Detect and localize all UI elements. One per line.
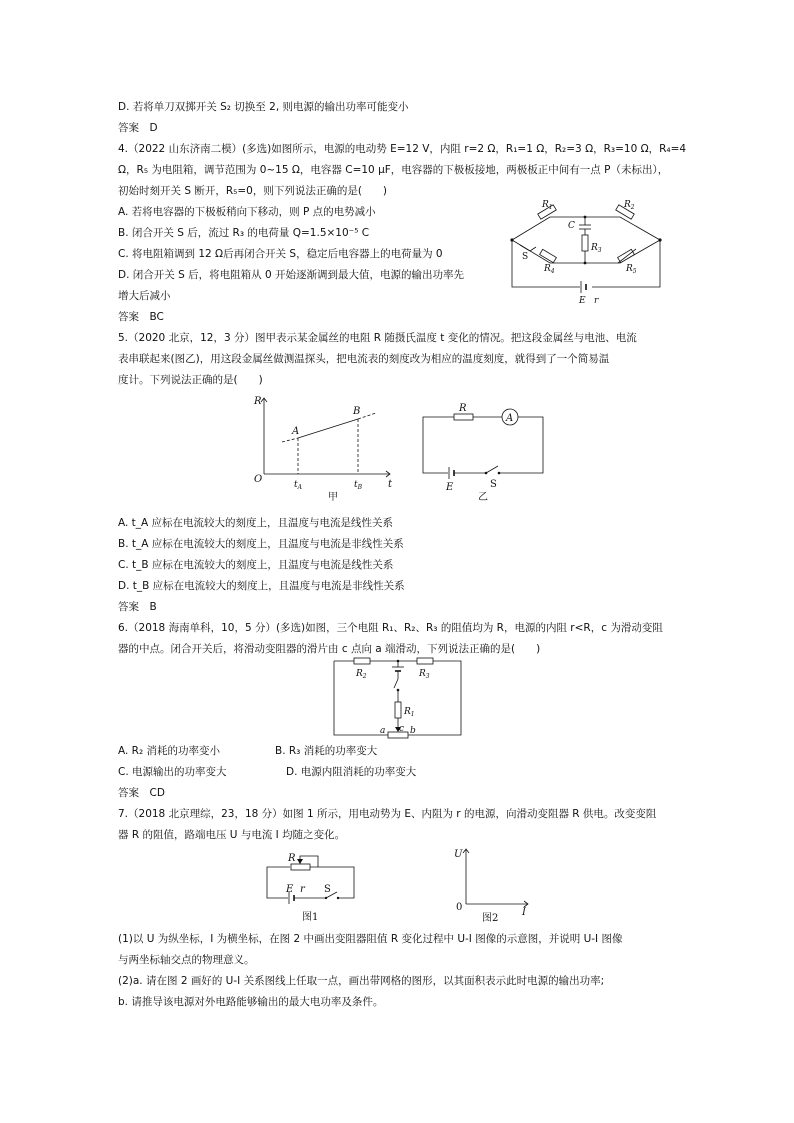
origin: 0 — [456, 902, 463, 913]
label-r4: $R_4$ — [544, 264, 555, 275]
point-a: A — [292, 426, 300, 437]
q5-graph-jia — [250, 392, 400, 507]
q4-option-b: B. 闭合开关 S 后，流过 R₃ 的电荷量 Q=1.5×10⁻⁵ C — [118, 227, 370, 239]
q4-option-c: C. 将电阻箱调到 12 Ω后再闭合开关 S，稳定后电容器上的电荷量为 0 — [118, 248, 443, 260]
label-s: S — [324, 884, 331, 895]
axis-i: I — [522, 907, 526, 918]
q7-part1-2: 与两坐标轴交点的物理意义。 — [118, 954, 255, 966]
label-e: E — [579, 296, 586, 306]
label-e: E — [446, 482, 454, 493]
q7-part1-1: (1)以 U 为纵坐标，I 为横坐标，在图 2 中画出变阻器阻值 R 变化过程中 U-I 图像的示意图，并说明 U-I 图像 — [118, 933, 623, 945]
axis-t: t — [388, 479, 393, 490]
label-b: b — [410, 726, 416, 736]
q4-option-a: A. 若将电容器的下极板稍向下移动，则 P 点的电势减小 — [118, 206, 376, 218]
q7-circuit-fig1 — [262, 848, 362, 924]
q5-answer: 答案 B — [118, 601, 157, 613]
q7-part2-b: b. 请推导该电源对外电路能够输出的最大电功率及条件。 — [118, 996, 384, 1008]
q6-stem-2: 器的中点。闭合开关后，将滑动变阻器的滑片由 c 点向 a 端滑动，下列说法正确的是( ) — [118, 643, 541, 655]
label-r-internal: r — [300, 884, 305, 895]
label-r3: $R_3$ — [419, 669, 430, 680]
q7-stem-1: 7.（2018 北京理综，23，18 分）如图 1 所示，用电动势为 E、内阻为 r 的电源，向滑动变阻器 R 供电。改变变阻 — [118, 808, 657, 820]
q5-circuit-yi — [418, 400, 548, 503]
label-a: a — [380, 726, 386, 736]
label-r2: $R_2$ — [356, 669, 367, 680]
label-c: C — [568, 221, 575, 231]
label-s: S — [490, 479, 497, 490]
q3-answer: 答案 D — [118, 122, 158, 134]
label-r3: $R_3$ — [591, 243, 602, 254]
label-s: S — [522, 252, 529, 262]
label-r1: $R_1$ — [542, 200, 553, 211]
q5-stem-1: 5.（2020 北京，12，3 分）图甲表示某金属丝的电阻 R 随摄氏温度 t 变化的情况。把这段金属丝与电池、电流 — [118, 332, 637, 344]
q5-stem-3: 度计。下列说法正确的是( ) — [118, 374, 263, 386]
q4-option-d-1: D. 闭合开关 S 后，将电阻箱从 0 开始逐渐调到最大值，电源的输出功率先 — [118, 269, 464, 281]
q5-option-b: B. t_A 应标在电流较大的刻度上，且温度与电流是非线性关系 — [118, 538, 404, 550]
q6-answer: 答案 CD — [118, 787, 165, 799]
q6-option-c: C. 电源输出的功率变大 — [118, 766, 227, 778]
q6-option-a: A. R₂ 消耗的功率变小 — [118, 745, 221, 757]
q7-axes-fig2 — [450, 843, 540, 925]
label-r5: $R_5$ — [626, 264, 637, 275]
label-r2: $R_2$ — [624, 200, 635, 211]
q4-stem-1: 4.（2022 山东济南二模）(多选)如图所示，电源的电动势 E=12 V，内阻 r=2 Ω，R₁=1 Ω，R₂=3 Ω，R₃=10 Ω，R₄=4 — [118, 143, 687, 155]
caption-yi: 乙 — [478, 492, 488, 503]
q4-answer: 答案 BC — [118, 311, 164, 323]
tick-tb: $t_B$ — [354, 480, 363, 491]
axis-r: R — [254, 396, 262, 407]
q4-option-d-2: 增大后减小 — [118, 290, 171, 302]
ammeter-a: A — [506, 413, 514, 424]
point-b: B — [353, 406, 361, 417]
label-r: R — [459, 403, 467, 414]
label-r1: $R_1$ — [404, 707, 415, 718]
q3-option-d: D. 若将单刀双掷开关 S₂ 切换至 2, 则电源的输出功率可能变小 — [118, 101, 409, 113]
q5-option-c: C. t_B 应标在电流较大的刻度上，且温度与电流是线性关系 — [118, 559, 394, 571]
q6-circuit-figure — [330, 658, 465, 740]
q6-stem-1: 6.（2018 海南单科，10，5 分）(多选)如图，三个电阻 R₁、R₂、R₃ 的阻值均为 R，电源的内阻 r<R，c 为滑动变阻 — [118, 622, 663, 634]
q5-option-a: A. t_A 应标在电流较大的刻度上，且温度与电流是线性关系 — [118, 517, 394, 529]
q7-stem-2: 器 R 的阻值，路端电压 U 与电流 I 均随之变化。 — [118, 829, 346, 841]
caption-jia: 甲 — [328, 492, 338, 503]
q5-stem-2: 表串联起来(图乙)，用这段金属丝做测温探头，把电流表的刻度改为相应的温度刻度，就得到了一个简易温 — [118, 353, 610, 365]
q5-option-d: D. t_B 应标在电流较大的刻度上，且温度与电流是非线性关系 — [118, 580, 405, 592]
q4-stem-3: 初始时刻开关 S 断开，R₅=0，则下列说法正确的是( ) — [118, 185, 388, 197]
q4-circuit-figure — [500, 195, 675, 310]
caption-fig2: 图2 — [482, 913, 499, 924]
caption-fig1: 图1 — [302, 912, 319, 923]
q6-option-b: B. R₃ 消耗的功率变大 — [275, 745, 378, 757]
tick-ta: $t_A$ — [294, 480, 302, 491]
q6-option-d: D. 电源内阻消耗的功率变大 — [286, 766, 417, 778]
q4-stem-2: Ω，R₅ 为电阻箱，调节范围为 0~15 Ω，电容器 C=10 μF，电容器的下极板接地，两极板正中间有一点 P（未标出）， — [118, 164, 669, 176]
label-r: R — [288, 853, 296, 864]
label-c: c — [399, 724, 405, 734]
label-e: E — [286, 884, 294, 895]
axis-u: U — [454, 849, 463, 860]
q7-part2-a: (2)a. 请在图 2 画好的 U-I 关系图线上任取一点，画出带网格的图形，以其面积表示此时电源的输出功率; — [118, 975, 605, 987]
origin-o: O — [254, 474, 263, 485]
label-r: r — [594, 296, 599, 306]
